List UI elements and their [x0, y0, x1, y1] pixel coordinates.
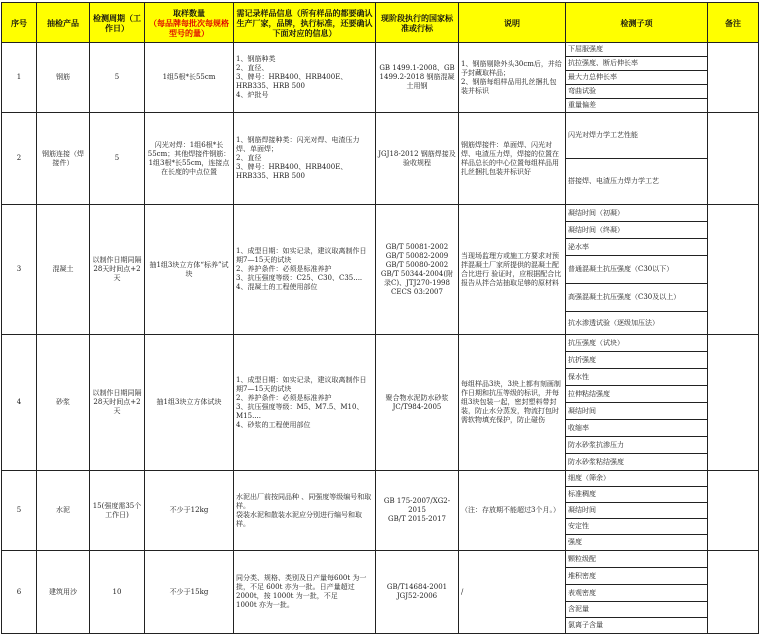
- cell-standard: GB 175-2007/XG2-2015 GB/T 2015-2017: [376, 471, 459, 551]
- cell-info: 1、钢筋焊接种类：闪光对焊、电渣压力焊、单面焊； 2、直径 3、牌号：HRB400、HRB400E、HRB335、HRB 500: [234, 113, 376, 205]
- header-cycle: 检测周期（工作日）: [90, 3, 145, 43]
- info-title: 需记录样品信息（所有样品的都要确认生产厂家，品牌，执行标准，: [236, 7, 373, 28]
- cell-test-item: 强度: [566, 535, 708, 551]
- cell-test-item: 收缩率: [566, 420, 708, 437]
- cell-product: 建筑用沙: [37, 551, 90, 634]
- cell-product: 钢筋连接（焊接件）: [37, 113, 90, 205]
- table-row: [2, 551, 759, 568]
- cell-cycle: 15(强度需35个工作日): [90, 471, 145, 551]
- cell-seq: 6: [2, 551, 37, 634]
- cell-product: 砂浆: [37, 335, 90, 471]
- cell-standard: GB 1499.1-2008、GB 1499.2-2018 钢筋混凝土用钢: [376, 43, 459, 113]
- cell-remark: [708, 551, 759, 634]
- table-row: [2, 335, 759, 352]
- cell-remark: [708, 335, 759, 471]
- header-standard: 现阶段执行的国家标准或行标: [376, 3, 459, 43]
- cell-test-item: 凝结时间: [566, 403, 708, 420]
- cell-info: 1、成型日期：如实记录，建议取离制作日期7—15天的试块 2、养护条件：必须是标准养护 3、抗压强度等级：M5、M7.5、M10、M15.... 4、砂浆的工程使用部位: [234, 335, 376, 471]
- cell-desc: 钢筋焊接件：单面焊、闪光对焊、电渣压力焊，焊接的位置在样品总长的中心位置每组样品用扎丝捆扎包装并标识好: [459, 113, 566, 205]
- cell-qty: 抽1组3块立方体试块: [145, 335, 234, 471]
- cell-cycle: 10: [90, 551, 145, 634]
- cell-info: 1、成型日期：如实记录，建议取离制作日期7—15天的试块 2、养护条件：必须是标准养护 3、抗压强度等级：C25、C30、C35.... 4、混凝土的工程使用部位: [234, 205, 376, 335]
- table-row: [2, 205, 759, 222]
- cell-standard: GB/T14684-2001 JGJ52-2006: [376, 551, 459, 634]
- cell-test-item: 下屈服强度: [566, 43, 708, 57]
- cell-remark: [708, 43, 759, 113]
- cell-test-item: 凝结时间: [566, 503, 708, 519]
- cell-seq: 4: [2, 335, 37, 471]
- cell-test-item: 颗粒级配: [566, 551, 708, 568]
- cell-remark: [708, 471, 759, 551]
- cell-test-item: 堆积密度: [566, 568, 708, 585]
- cell-qty: 抽1组3块立方体“标养”试块: [145, 205, 234, 335]
- cell-test-item: 凝结时间（初凝）: [566, 205, 708, 222]
- table-row: [2, 471, 759, 487]
- cell-test-item: 凝结时间（终凝）: [566, 222, 708, 239]
- cell-test-item: 最大力总伸长率: [566, 71, 708, 85]
- qty-title: 取样数量: [173, 7, 205, 18]
- cell-standard: JGJ18-2012 钢筋焊接及验收规程: [376, 113, 459, 205]
- qty-note: （每品牌每批次每规格型号的量）: [149, 17, 229, 38]
- cell-cycle: 5: [90, 43, 145, 113]
- cell-info: 同分类、规格、类别及日产量每600t 为一批，不足 600t 亦为一批。日产量超过 2000t，按 1000t 为一批，不足 1000t 亦为一批。: [234, 551, 376, 634]
- header-remark: 备注: [708, 3, 759, 43]
- cell-test-item: 抗压强度（试块）: [566, 335, 708, 352]
- cell-test-item: 防水砂浆抗渗压力: [566, 437, 708, 454]
- cell-cycle: 以制作日期同隔28天时间点+2天: [90, 335, 145, 471]
- cell-standard: 聚合物水泥防水砂浆JC/T984-2005: [376, 335, 459, 471]
- header-desc: 说明: [459, 3, 566, 43]
- cell-info: 水泥出厂前按同品种 、同强度等级编号和取样。 袋装水泥和散装水泥应分别进行编号和取样。: [234, 471, 376, 551]
- cell-desc: 每组样品3块，3块上都有刻画制作日期和抗压等级的标识，并每组3块包装一起，密封塑料带封装，防止水分蒸发，物流打包时需软物填充保护，防止碰伤: [459, 335, 566, 471]
- cell-info: 1、钢筋种类 2、直径、 3、牌号：HRB400、HRB400E、HRB335、HRB 500 4、炉批号: [234, 43, 376, 113]
- cell-test-item: 安定性: [566, 519, 708, 535]
- cell-test-item: 抗折强度: [566, 352, 708, 369]
- cell-seq: 5: [2, 471, 37, 551]
- cell-remark: [708, 205, 759, 335]
- cell-qty: 1组5根*长55cm: [145, 43, 234, 113]
- cell-seq: 2: [2, 113, 37, 205]
- cell-product: 混凝土: [37, 205, 90, 335]
- cell-test-item: 防水砂浆粘结强度: [566, 454, 708, 471]
- table-body: [2, 43, 759, 634]
- cell-test-item: 氯离子含量: [566, 618, 708, 634]
- cell-product: 钢筋: [37, 43, 90, 113]
- cell-standard: GB/T 50081-2002 GB/T 50082-2009 GB/T 50080-2002 GB/T 50344-2004(附录C)、JTJ270-1998 CECS 03:2007: [376, 205, 459, 335]
- cell-test-item: 普通混凝土抗压强度（C30以下）: [566, 256, 708, 284]
- cell-desc: /: [459, 551, 566, 634]
- cell-seq: 1: [2, 43, 37, 113]
- cell-test-item: 闪光对焊力学工艺性能: [566, 113, 708, 159]
- cell-test-item: 标准稠度: [566, 487, 708, 503]
- header-info: [234, 3, 376, 43]
- cell-test-item: 抗拉强度、断后伸长率: [566, 57, 708, 71]
- cell-cycle: 以制作日期同隔28天时间点+2天: [90, 205, 145, 335]
- table-row: [2, 113, 759, 159]
- cell-test-item: 含泥量: [566, 602, 708, 618]
- cell-desc: 1、钢筋剔除外头30cm后，并给予封藏取样品； 2、钢筋每组样品用扎丝捆扎包装并标识: [459, 43, 566, 113]
- header-qty: [145, 3, 234, 43]
- cell-test-item: 高强混凝土抗压强度（C30及以上）: [566, 284, 708, 312]
- cell-seq: 3: [2, 205, 37, 335]
- cell-desc: 当现场监理方或施工方要求对预拌混凝土厂家所提供的混凝土配合比进行 验证时，应根据配合比报告从拌合站抽取足够的原材料: [459, 205, 566, 335]
- table-row: [2, 43, 759, 57]
- cell-test-item: 抗水渗透试验（逐级加压法）: [566, 312, 708, 335]
- cell-test-item: 保水性: [566, 369, 708, 386]
- cell-qty: 闪光对焊：1组6根*长55cm；其他焊接件钢筋：1组3根*长55cm，连接点在长度的中点位置: [145, 113, 234, 205]
- inspection-table: [1, 2, 759, 634]
- cell-test-item: 细度（筛余）: [566, 471, 708, 487]
- header-product: 抽检产品: [37, 3, 90, 43]
- cell-desc: （注：存放期不能超过3个月。）: [459, 471, 566, 551]
- cell-test-item: 表观密度: [566, 585, 708, 602]
- cell-cycle: 5: [90, 113, 145, 205]
- cell-product: 水泥: [37, 471, 90, 551]
- cell-test-item: 搭接焊、电渣压力焊力学工艺: [566, 159, 708, 205]
- header-items: 检测子项: [566, 3, 708, 43]
- cell-test-item: 泌水率: [566, 239, 708, 256]
- cell-test-item: 弯曲试验: [566, 85, 708, 99]
- cell-test-item: 重量偏差: [566, 99, 708, 113]
- cell-test-item: 拉伸粘结强度: [566, 386, 708, 403]
- cell-remark: [708, 113, 759, 205]
- cell-qty: 不少于15kg: [145, 551, 234, 634]
- info-note: 还要确认下面对应的信息）: [272, 17, 373, 38]
- cell-qty: 不少于12kg: [145, 471, 234, 551]
- header-seq: 序号: [2, 3, 37, 43]
